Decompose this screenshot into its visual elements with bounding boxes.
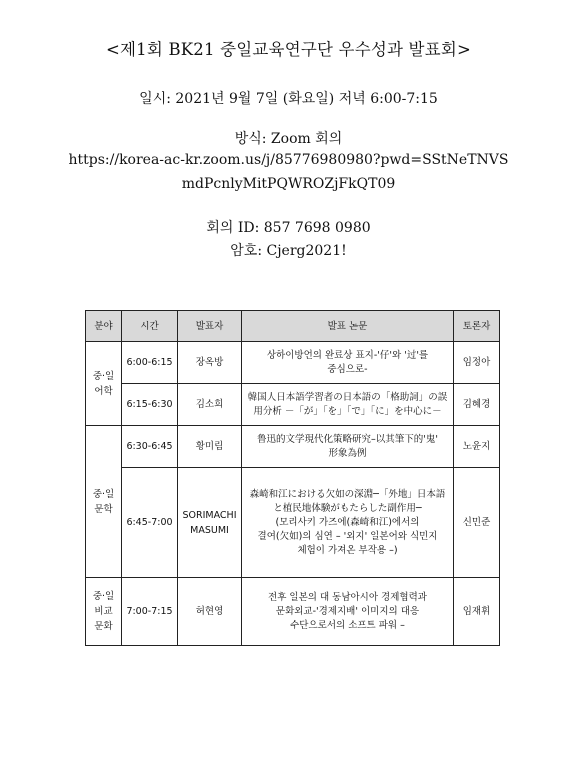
zoom-link-line-1[interactable]: https://korea-ac-kr.zoom.us/j/85776980980?pwd=SStNeTNVS xyxy=(68,152,509,168)
paper-title-line: (모리사키 가즈에(森崎和江)에서의 xyxy=(275,516,420,528)
header-time: 시간 xyxy=(122,311,178,342)
paper-title-line: 전후 일본의 대 동남아시아 경제협력과 xyxy=(268,591,427,603)
schedule-table xyxy=(85,310,500,646)
table-row xyxy=(86,384,500,426)
paper-title-cell xyxy=(242,426,454,468)
presenter-name-line: 황미림 xyxy=(195,441,224,452)
presenter-name-line: SORIMACHI xyxy=(182,509,237,521)
paper-title-line: 상하이방언의 완료상 표지-'仔'와 '过'를 xyxy=(266,349,429,361)
presenter-cell xyxy=(178,426,242,468)
paper-title-line: 중심으로- xyxy=(327,363,368,375)
discussant-cell: 임재휘 xyxy=(454,578,500,646)
time-cell: 7:00-7:15 xyxy=(122,578,178,646)
time-cell: 6:00-6:15 xyxy=(122,342,178,384)
paper-title-line: 韓国人日本語学習者の日本語の「格助詞」の誤 xyxy=(247,391,448,403)
meeting-id: 회의 ID: 857 7698 0980 xyxy=(206,220,371,236)
presenter-name-line: 허현영 xyxy=(195,606,224,617)
presenter-name-line: 장옥방 xyxy=(195,357,224,368)
field-label-line: 어학 xyxy=(94,385,113,397)
table-row xyxy=(86,426,500,468)
paper-title-line: 鲁迅的文学現代化策略研究–以其筆下的'鬼' xyxy=(257,433,438,445)
paper-title-line: と植民地体験がもたらした副作用─ xyxy=(273,502,422,514)
table-header-row xyxy=(86,311,500,342)
discussant-cell: 김혜경 xyxy=(454,384,500,426)
schedule-body xyxy=(86,342,500,646)
paper-title-line: 用分析 －「が」「を」「で」「に」を中心に－ xyxy=(253,405,442,417)
field-label-line: 문화 xyxy=(94,621,113,632)
presenter-cell xyxy=(178,578,242,646)
field-label-line: 문학 xyxy=(94,503,113,515)
paper-title-cell xyxy=(242,578,454,646)
field-label-line: 중·일 xyxy=(92,488,115,500)
table-row xyxy=(86,468,500,578)
paper-title-cell xyxy=(242,342,454,384)
table-row xyxy=(86,342,500,384)
presenter-cell xyxy=(178,342,242,384)
paper-title-line: 森崎和江における欠如の深淵─「外地」日本語 xyxy=(249,488,446,500)
presenter-name-line: MASUMI xyxy=(190,524,229,536)
field-cell xyxy=(86,578,122,646)
time-cell: 6:45-7:00 xyxy=(122,468,178,578)
header-presenter: 발표자 xyxy=(178,311,242,342)
meeting-password: 암호: Cjerg2021! xyxy=(230,243,347,259)
paper-title-line: 形象為例 xyxy=(328,447,367,459)
paper-title-cell xyxy=(242,468,454,578)
header-paper: 발표 논문 xyxy=(242,311,454,342)
paper-title-line: 체험이 가져온 부작용 –) xyxy=(297,544,398,556)
discussant-cell: 노윤지 xyxy=(454,426,500,468)
meeting-method: 방식: Zoom 회의 xyxy=(234,131,343,147)
page-title: <제1회 BK21 중일교육연구단 우수성과 발표회> xyxy=(106,40,471,59)
field-label-line: 중·일 xyxy=(92,370,115,382)
field-cell xyxy=(86,342,122,426)
zoom-link-line-2[interactable]: mdPcnlyMitPQWROZjFkQT09 xyxy=(181,176,396,192)
table-row xyxy=(86,578,500,646)
field-cell xyxy=(86,426,122,578)
discussant-cell: 임정아 xyxy=(454,342,500,384)
time-cell: 6:15-6:30 xyxy=(122,384,178,426)
discussant-cell: 신민준 xyxy=(454,468,500,578)
field-label-line: 중·일 xyxy=(92,591,115,602)
time-cell: 6:30-6:45 xyxy=(122,426,178,468)
presenter-cell xyxy=(178,468,242,578)
event-datetime: 일시: 2021년 9월 7일 (화요일) 저녁 6:00-7:15 xyxy=(139,91,438,107)
paper-title-line: 결여(欠如)의 심연 – '외지' 일본어와 식민지 xyxy=(257,530,438,542)
presenter-name-line: 김소희 xyxy=(195,399,224,410)
field-label-line: 비교 xyxy=(94,606,113,617)
presenter-cell xyxy=(178,384,242,426)
paper-title-line: 문화외교-'경제지배' 이미지의 대응 xyxy=(275,605,420,617)
header-field: 분야 xyxy=(86,311,122,342)
paper-title-line: 수단으로서의 소프트 파워 – xyxy=(290,619,405,631)
header-discussant: 토론자 xyxy=(454,311,500,342)
paper-title-cell xyxy=(242,384,454,426)
